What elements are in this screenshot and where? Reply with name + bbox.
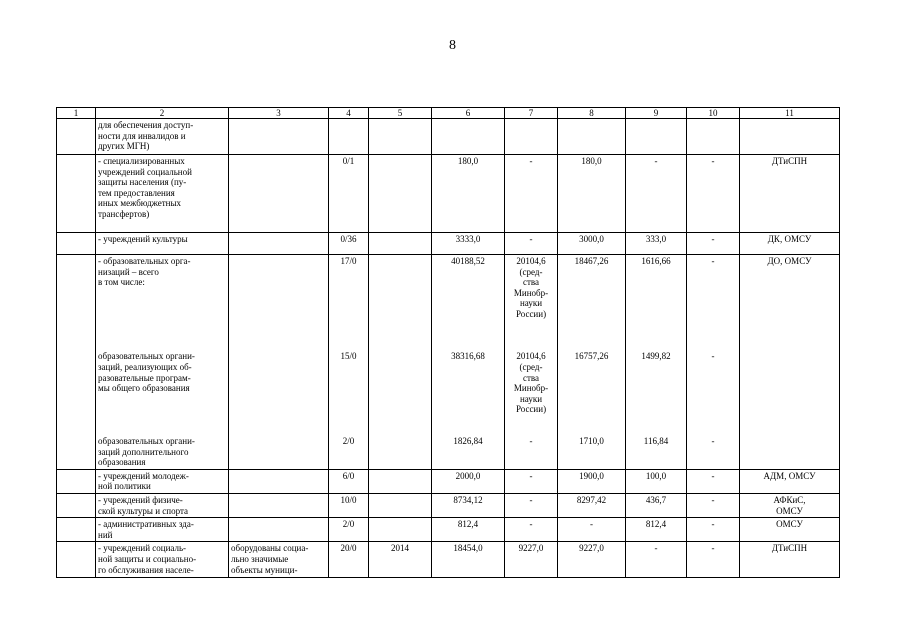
table-cell-c1 — [57, 233, 96, 255]
program-table — [56, 107, 840, 578]
table-cell-c5 — [369, 518, 432, 542]
col-num-9: 9 — [626, 108, 687, 119]
table-cell-c9 — [626, 119, 687, 155]
table-cell-c4: 2/0 — [329, 518, 369, 542]
table-cell-c6: 8734,12 — [432, 494, 505, 518]
table-cell-c5 — [369, 494, 432, 518]
table-cell-c11: ДО, ОМСУ — [740, 255, 840, 470]
table-cell-c9: 1616,66 1499,82 116,84 — [626, 255, 687, 470]
table-cell-c8: 1900,0 — [558, 469, 626, 493]
table-cell-c2: - образовательных орга- низаций – всего в том числе: образовательных органи- заций, реализующих об- разовательные програм- мы общего образования образовательных органи- заций дополнительного образования — [96, 255, 229, 470]
table-cell-c2: - специализированных учреждений социальной защиты населения (пу- тем предоставления иных межбюджетных трансфертов) — [96, 155, 229, 233]
table-cell-c5: 2014 — [369, 542, 432, 578]
page-number: 8 — [449, 38, 456, 53]
table-cell-c11: ОМСУ — [740, 518, 840, 542]
table-row — [57, 233, 840, 255]
table-cell-c8: - — [558, 518, 626, 542]
col-num-2: 2 — [96, 108, 229, 119]
table-row — [57, 518, 840, 542]
table-cell-c4 — [329, 119, 369, 155]
table-cell-c6 — [432, 119, 505, 155]
table-cell-c9: - — [626, 542, 687, 578]
table-cell-c11: АФКиС, ОМСУ — [740, 494, 840, 518]
table-cell-c8: 3000,0 — [558, 233, 626, 255]
table-cell-c4: 0/36 — [329, 233, 369, 255]
table-cell-c10: - — [687, 518, 740, 542]
table-cell-c1 — [57, 255, 96, 470]
table-cell-c5 — [369, 119, 432, 155]
table-cell-c7: - — [505, 518, 558, 542]
table-cell-c5 — [369, 155, 432, 233]
table-cell-c2: - административных зда- ний — [96, 518, 229, 542]
table-cell-c7: - — [505, 494, 558, 518]
table-cell-c10 — [687, 119, 740, 155]
table-cell-c11: ДТиСПН — [740, 155, 840, 233]
table-cell-c2: - учреждений культуры — [96, 233, 229, 255]
table-cell-c7: - — [505, 469, 558, 493]
table-cell-c2: - учреждений социаль- ной защиты и социально- го обслуживания населе- — [96, 542, 229, 578]
table-cell-c6: 40188,52 38316,68 1826,84 — [432, 255, 505, 470]
col-num-3: 3 — [229, 108, 329, 119]
table-cell-c8: 18467,26 16757,26 1710,0 — [558, 255, 626, 470]
table-cell-c9: 100,0 — [626, 469, 687, 493]
table-cell-c10: - - - — [687, 255, 740, 470]
table-cell-c9: 333,0 — [626, 233, 687, 255]
table-cell-c6: 812,4 — [432, 518, 505, 542]
column-number-row — [57, 108, 840, 119]
col-num-7: 7 — [505, 108, 558, 119]
col-num-4: 4 — [329, 108, 369, 119]
table-row — [57, 542, 840, 578]
table-cell-c3 — [229, 155, 329, 233]
table-cell-c4: 10/0 — [329, 494, 369, 518]
table-cell-c3 — [229, 494, 329, 518]
table-cell-c7: 20104,6 (сред- ства Минобр- науки России) 20104,6 (сред- ства Минобр- науки России) - — [505, 255, 558, 470]
table-cell-c9: - — [626, 155, 687, 233]
table-cell-c10: - — [687, 155, 740, 233]
table-cell-c2: для обеспечения доступ- ности для инвалидов и других МГН) — [96, 119, 229, 155]
table-cell-c10: - — [687, 469, 740, 493]
table-cell-c1 — [57, 518, 96, 542]
table-cell-c5 — [369, 255, 432, 470]
table-row — [57, 469, 840, 493]
table-cell-c6: 2000,0 — [432, 469, 505, 493]
table-cell-c4: 17/0 15/0 2/0 — [329, 255, 369, 470]
table-cell-c11: АДМ, ОМСУ — [740, 469, 840, 493]
table-cell-c5 — [369, 469, 432, 493]
table-cell-c5 — [369, 233, 432, 255]
table-cell-c8 — [558, 119, 626, 155]
table-cell-c11: ДК, ОМСУ — [740, 233, 840, 255]
table-cell-c7 — [505, 119, 558, 155]
table-cell-c7: - — [505, 233, 558, 255]
table-cell-c7: - — [505, 155, 558, 233]
table-row — [57, 155, 840, 233]
table-cell-c10: - — [687, 233, 740, 255]
table-cell-c4: 20/0 — [329, 542, 369, 578]
table-cell-c2: - учреждений молодеж- ной политики — [96, 469, 229, 493]
table-cell-c10: - — [687, 542, 740, 578]
table-cell-c3 — [229, 469, 329, 493]
table-cell-c1 — [57, 542, 96, 578]
table-row — [57, 255, 840, 470]
col-num-10: 10 — [687, 108, 740, 119]
table-cell-c1 — [57, 469, 96, 493]
table-cell-c8: 180,0 — [558, 155, 626, 233]
col-num-1: 1 — [57, 108, 96, 119]
table-cell-c8: 9227,0 — [558, 542, 626, 578]
table-cell-c9: 436,7 — [626, 494, 687, 518]
table-row — [57, 494, 840, 518]
col-num-5: 5 — [369, 108, 432, 119]
table-cell-c1 — [57, 119, 96, 155]
col-num-11: 11 — [740, 108, 840, 119]
table-cell-c6: 18454,0 — [432, 542, 505, 578]
table-cell-c3: оборудованы социа- льно значимые объекты муници- — [229, 542, 329, 578]
table-cell-c4: 6/0 — [329, 469, 369, 493]
table-cell-c7: 9227,0 — [505, 542, 558, 578]
table-cell-c2: - учреждений физиче- ской культуры и спорта — [96, 494, 229, 518]
table-cell-c6: 3333,0 — [432, 233, 505, 255]
table-cell-c3 — [229, 255, 329, 470]
table-cell-c1 — [57, 155, 96, 233]
col-num-8: 8 — [558, 108, 626, 119]
table-cell-c10: - — [687, 494, 740, 518]
table-cell-c9: 812,4 — [626, 518, 687, 542]
table-cell-c4: 0/1 — [329, 155, 369, 233]
col-num-6: 6 — [432, 108, 505, 119]
table-cell-c8: 8297,42 — [558, 494, 626, 518]
table-cell-c11: ДТиСПН — [740, 542, 840, 578]
table-cell-c3 — [229, 233, 329, 255]
table-cell-c11 — [740, 119, 840, 155]
table-row — [57, 119, 840, 155]
table-cell-c6: 180,0 — [432, 155, 505, 233]
table-cell-c1 — [57, 494, 96, 518]
table-cell-c3 — [229, 119, 329, 155]
table-cell-c3 — [229, 518, 329, 542]
